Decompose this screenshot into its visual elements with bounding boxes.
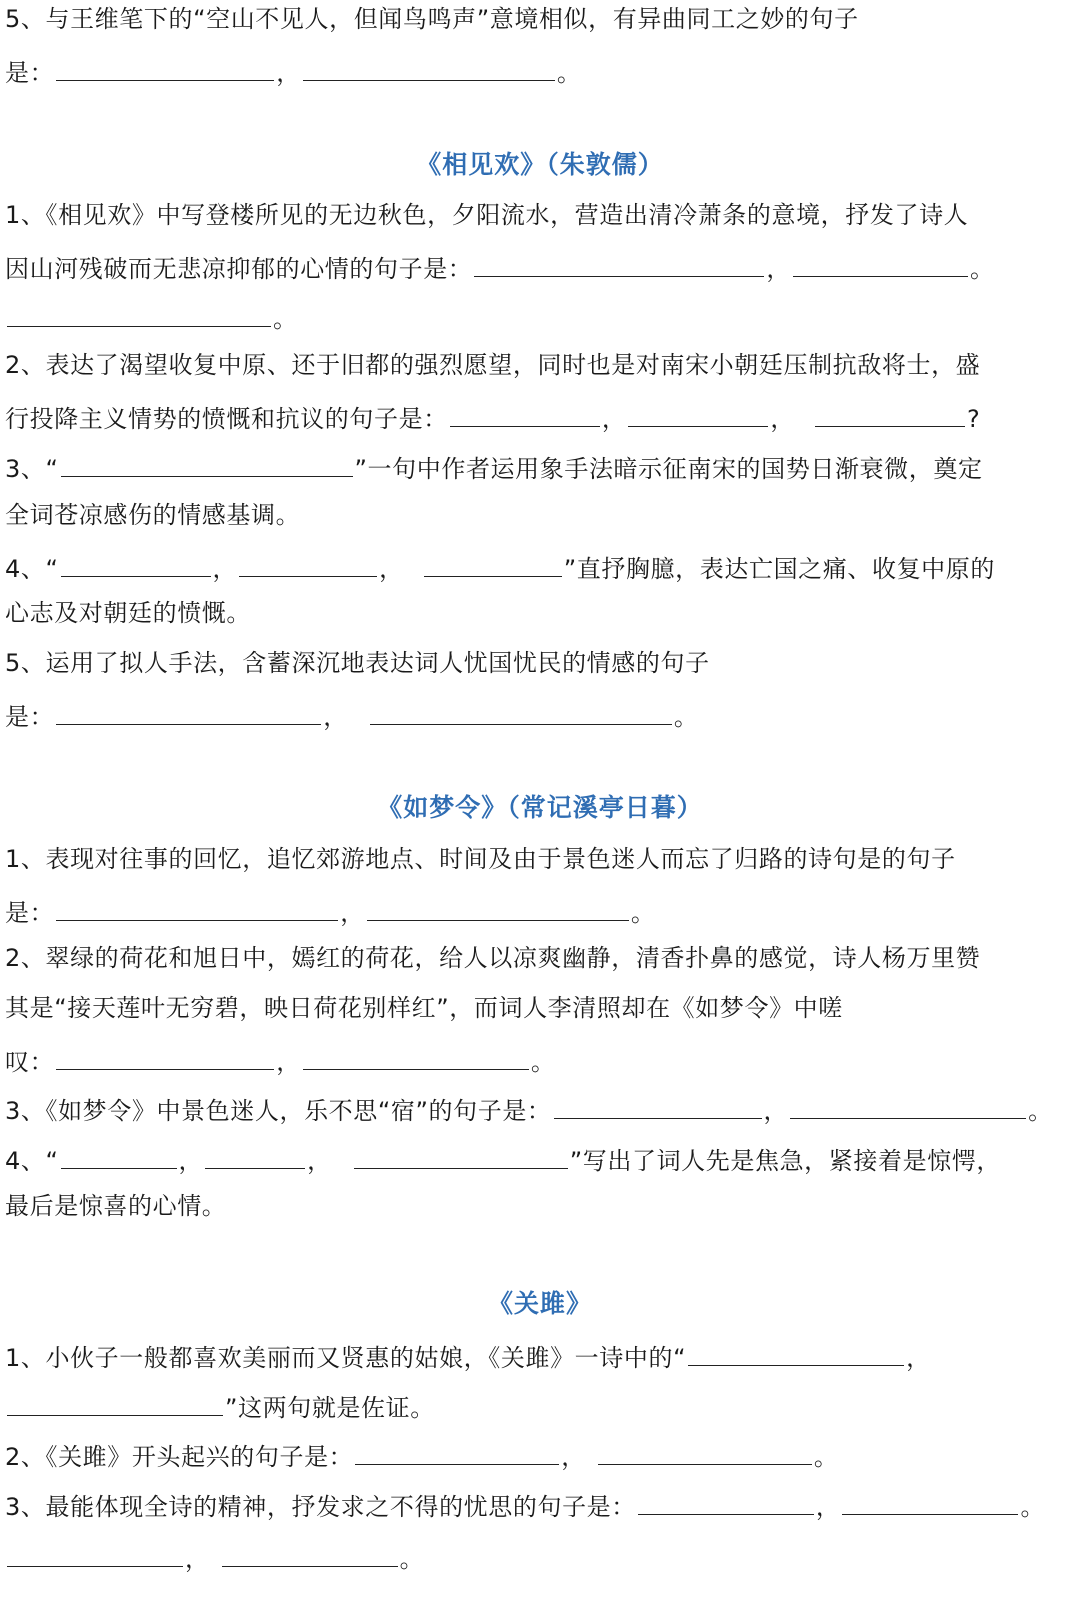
answer-blank[interactable] [598,1438,812,1465]
question-text: 全词苍凉感伤的情感基调。 [5,501,301,529]
section-title: 《相见欢》（朱敦儒） [416,150,664,179]
question-text: 心志及对朝廷的愤慨。 [5,599,251,627]
question-text: 5、与王维笔下的“空山不见人，但闻鸟鸣声”意境相似，有异曲同工之妙的句子 [5,5,859,33]
question-text: 2、表达了渴望收复中原、还于旧都的强烈愿望，同时也是对南宋小朝廷压制抗敌将士，盛 [5,351,981,379]
answer-blank[interactable] [56,54,274,81]
question-text: 2、翠绿的荷花和旭日中，嫣红的荷花，给人以凉爽幽静，清香扑鼻的感觉，诗人杨万里赞 [5,944,981,972]
answer-blank[interactable] [370,698,672,725]
section-title: 《如梦令》（常记溪亭日暮） [377,793,703,822]
question-text: 1、《相见欢》中写登楼所见的无边秋色，夕阳流水，营造出清冷萧条的意境，抒发了诗人 [5,201,969,229]
answer-line: 2、《关雎》开头起兴的句子是： ， 。 [5,1438,839,1472]
question-text: 4、“ ， ， ”直抒胸臆，表达亡国之痛、收复中原的 [5,550,995,584]
answer-blank[interactable] [450,400,600,427]
answer-blank[interactable] [793,250,968,277]
answer-blank[interactable] [239,550,377,577]
answer-line: 是： ， 。 [5,698,698,732]
question-text: 5、运用了拟人手法，含蓄深沉地表达词人忧国忧民的情感的句子 [5,649,710,677]
question-text: 4、“ ， ， ”写出了词人先是焦急，紧接着是惊愕， [5,1142,1001,1176]
answer-blank[interactable] [222,1540,398,1567]
answer-blank[interactable] [355,1438,559,1465]
question-text: 其是“接天莲叶无穷碧，映日荷花别样红”，而词人李清照却在《如梦令》中嗟 [5,994,843,1022]
answer-blank[interactable] [56,1043,274,1070]
answer-blank[interactable] [61,550,211,577]
answer-line: 3、《如梦令》中景色迷人，乐不思“宿”的句子是： ， 。 [5,1092,1053,1126]
answer-line: 。 [5,300,298,334]
answer-blank[interactable] [61,450,353,477]
answer-blank[interactable] [474,250,764,277]
answer-line: 行投降主义情势的愤慨和抗议的句子是： ， ， ? [5,400,980,434]
answer-blank[interactable] [303,1043,529,1070]
section-title: 《关雎》 [487,1289,592,1318]
answer-blank[interactable] [638,1488,814,1515]
answer-blank[interactable] [424,550,562,577]
answer-blank[interactable] [61,1142,177,1169]
answer-blank[interactable] [7,1389,223,1416]
answer-blank[interactable] [815,400,965,427]
answer-line: 是： ， 。 [5,894,655,928]
question-text: 1、小伙子一般都喜欢美丽而又贤惠的姑娘，《关雎》一诗中的“ ， [5,1339,931,1373]
answer-blank[interactable] [367,894,629,921]
answer-line: 是： ， 。 [5,54,581,88]
answer-blank[interactable] [56,894,338,921]
answer-line: ， 。 [5,1540,424,1574]
answer-blank[interactable] [354,1142,568,1169]
answer-blank[interactable] [628,400,768,427]
answer-line: 因山河残破而无悲凉抑郁的心情的句子是： ， 。 [5,250,995,284]
answer-line: ”这两句就是佐证。 [5,1389,435,1423]
answer-blank[interactable] [842,1488,1018,1515]
answer-blank[interactable] [7,1540,183,1567]
answer-blank[interactable] [554,1092,762,1119]
answer-blank[interactable] [688,1339,904,1366]
answer-line: 叹： ， 。 [5,1043,555,1077]
question-text: 最后是惊喜的心情。 [5,1192,227,1220]
answer-blank[interactable] [7,300,271,327]
answer-blank[interactable] [790,1092,1026,1119]
answer-blank[interactable] [303,54,555,81]
question-text: 3、“ ”一句中作者运用象手法暗示征南宋的国势日渐衰微，奠定 [5,450,983,484]
answer-blank[interactable] [56,698,321,725]
answer-blank[interactable] [205,1142,305,1169]
answer-line: 3、最能体现全诗的精神，抒发求之不得的忧思的句子是： ， 。 [5,1488,1045,1522]
question-text: 1、表现对往事的回忆，追忆郊游地点、时间及由于景色迷人而忘了归路的诗句是的句子 [5,845,956,873]
